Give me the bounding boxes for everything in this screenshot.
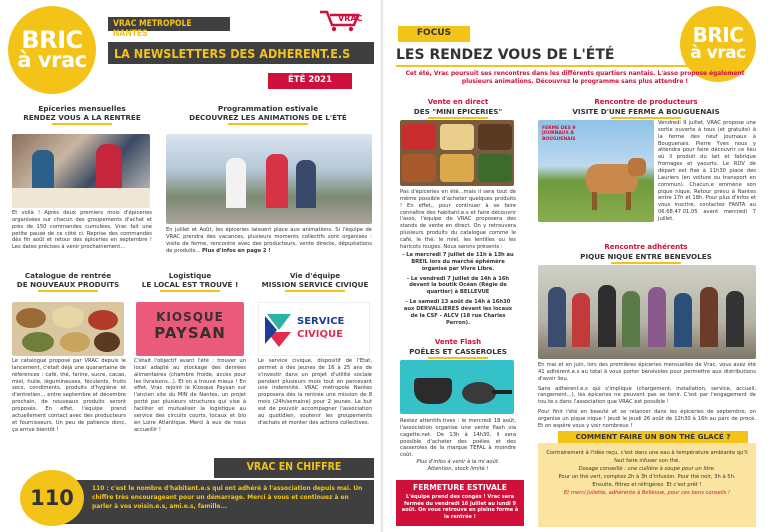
brand-banner [108,17,230,39]
vente-directe-items [400,252,516,327]
vie-equipe-title1: Vie d'équipe [289,271,341,280]
logistique-section [132,271,248,294]
vente-item: - Le mercredi 7 juillet de 11h à 13h au BREIL lors du marché éphémère organisé par Vivre Libre. [402,252,514,272]
chiffre-text: 110 : c'est le nombre d'habitant.e.s qui ont adhéré à l'association depuis mai. Un chiffre très encourageant pour un démarrage. Merci à vous et continuez à en parler à vos voisin.e.s, ami.e.s, famille... [92,486,363,510]
vente-directe-photo [400,120,514,186]
vente-flash-italic2: Attention, stock limité ! [427,466,489,473]
epiceries-title1: Epiceries mensuelles [38,104,126,113]
fermeture-title: FERMETURE ESTIVALE [413,483,507,492]
headline: LES RENDEZ VOUS DE L'ÉTÉ [396,47,615,63]
vente-flash-section [398,338,518,361]
brand-text: VRAC METROPOLE NANTES [113,19,192,39]
epiceries-text: Et voilà ! Après deux premiers mois d'épiceries organisées sur chacun des groupements d'achat et près de 150 commandes cumulées, Vrac fait une petite pause de ce côté ci. Reprise des commandes dès fin août et retour des épiceries en septembre ! Les dates précises à venir prochainement... [12,210,152,251]
focus-text: FOCUS [416,28,452,38]
divider [52,123,112,125]
the-glace-title: COMMENT FAIRE UN BON THÉ GLACÉ ? [575,432,731,441]
logo-line1: BRIC [21,25,83,54]
vente-directe-section [398,98,518,121]
vente-flash-text-block [400,418,516,473]
service-text: SERVICE [297,316,345,327]
fermeture-text: L'équipe prend des congés ! Vrac sera fermée du vendredi 16 juillet au lundi 9 août. On vous retrouve en pleine forme à la rentrée ! [401,494,519,520]
adherents-title1: Rencontre adhérents [604,243,688,251]
ferme-photo-label: FERME DES 9 JOURNAUX À BOUGUENAIS [542,126,576,142]
catalogue-title2: DE NOUVEAUX PRODUITS [16,280,120,289]
divider [38,290,98,292]
adherents-text-block [538,362,756,430]
paysan-text: PAYSAN [154,324,226,342]
focus-badge [398,26,470,42]
newsletter-title-banner [108,42,374,64]
headline-underline [396,65,746,67]
season-badge [268,73,352,89]
vie-equipe-title2: MISSION SERVICE CIVIQUE [261,280,369,289]
the-glace-text3: Pour un thé vert, comptez 2h à 3h d'infusion. Pour thé noir, 3h à 5h. [558,474,736,481]
epiceries-title2: RENDEZ VOUS A LA RENTRÉE [23,113,141,123]
epiceries-section [10,104,154,127]
adherents-section [534,243,758,266]
programmation-title2: DECOUVREZ LES ANIMATIONS DE L'ÉTÉ [189,113,347,123]
the-glace-text2: Dosage conseillé : une cuillère à soupe pour un litre. [578,466,716,473]
logistique-text: C'était l'objectif avant l'été : trouver un local adapté au stockage des denrées alimentaires (chambre froide, accès pour les livraisons...). Et on a trouvé mieux ! En effet, Vrac rejoint le Kiosque Paysan sur l'ancien site du MIN de Nantes, un projet porté par plusieurs structures qui vise à faciliter et mutualiser la logistique au service des circuits courts, locaux et bio en Loire Atlantique. Merci à eux de nous accueillir ! [134,358,246,433]
the-glace-text5: Et merci Juliette, adhérente à Bellevue, pour ces bons conseils ! [563,490,731,497]
divider [428,117,488,119]
programmation-text-bold: Plus d'infos en page 2 ! [201,247,271,254]
chiffre-title-banner [214,458,374,478]
logo-line2: à vrac [690,43,746,64]
programmation-text-block [166,227,372,254]
vente-flash-photo [400,360,514,414]
programmation-section [162,104,374,127]
cart-icon [318,7,366,33]
epiceries-photo [12,134,150,208]
vente-flash-text: Restez attentifs.tives : le mercredi 18 août, l'association organise une vente flash via cagette.net. De 13h à 14h30, il sera possible d'acheter des poêles et des casseroles de la marque TEFAL à moindre coût. [400,418,516,459]
kiosque-text: KIOSQUE [156,310,224,324]
the-glace-title-banner [558,431,748,443]
logistique-title1: Logistique [168,271,212,280]
chiffre-number: 110 [30,486,74,510]
service-civique-logo [258,302,370,356]
the-glace-text1: Contrairement à l'idée reçu, c'est dans une eau à température ambiante qu'il faut faire infuser son thé. [546,450,748,465]
catalogue-section [8,271,128,294]
adherents-title2: PIQUE NIQUE ENTRE BENEVOLES [580,251,712,261]
logistique-title2: LE LOCAL EST TROUVÉ ! [141,280,239,289]
ferme-text: Vendredi 9 juillet, VRAC propose une sortie ouverte à tous (et gratuite) à la ferme des neuf journaux à Bouguenais. Pierre Yves nous y attendra pour faire découvrir ce lieu où il produit du lait et fabrique fromages et yaourts. Le RDV de départ est fixé à 11h30 place des Lauriers (en voiture ou transport en commun). Chacun.e emmène son pique nique. Retour prévu à Nantes entre 17h et 18h. Pour plus d'infos et vous inscrire, contactez FANTA au 06.68.47.01.05 avant mercredi 7 juillet. [658,120,756,223]
catalogue-text: Le catalogue proposé par VRAC depuis le lancement, c'était déjà une quarantaine de références : café, thé, farine, sucre, cacao, miel, huile, légumineuses, féculents, fruits secs, condiments, produits d'hygiène et d'entretien... entre septembre et décembre prochain, de nouveaux produits seront proposés. En effet, l'équipe prend actuellement contact avec des producteurs et fournisseurs. Un peu de patience donc, ça arrive bientôt ! [12,358,126,433]
adherents-text3: Pour finir l'été en beauté et se relancer dans les épiceries de septembre, on organise un pique nique ! jeudi le jeudi 26 août de 12h30 à 16h au parc de procé. Et on espère vous y voir nombreux ! [538,409,756,429]
adherents-text1: En mai et en juin, lors des premières épiceries mensuelles de Vrac, vous avez été 41 adhérent.e.s au total à vous porter bénévoles pour permettre aux distributions d'avoir lieu. [538,362,756,382]
divider [160,290,220,292]
vente-directe-title1: Vente en direct [427,98,489,106]
divider [428,357,488,359]
vie-equipe-section [254,271,376,294]
kiosque-paysan-logo [136,302,244,356]
season-text: ÉTÉ 2021 [287,75,333,85]
divider [611,117,681,119]
vente-directe-title2: DES "MINI EPICERIES" [413,106,503,116]
civique-text: CIVIQUE [297,329,343,340]
the-glace-box [538,443,756,527]
vente-flash-italic1: Plus d'infos à venir à la mi août. [416,459,500,466]
vie-equipe-text: Le service civique, dispositif de l'Etat, permet à des jeunes de 16 à 25 ans de s'investir dans un projet d'utilité sociale pendant plusieurs mois tout en percevant une indemnité. VRAC métropole Nantes proposera dès la rentrée une mission de 8 mois (24h/semaine) pour 2 jeunes. Le but est de pouvoir accompagner l'association au quotidien, soutenir les groupements d'achats et monter des actions collectives. [258,358,372,426]
vente-flash-title1: Vente Flash [434,338,482,346]
chiffre-title: VRAC EN CHIFFRE [246,461,342,473]
ferme-title2: VISITE D'UNE FERME A BOUGUENAIS [572,106,720,116]
fermeture-box [396,480,524,526]
programmation-photo [166,134,372,224]
vente-directe-text: Pas d'épiceries en été...mais il sera tout de même possible d'acheter quelques produits ! En effet,, pour continuer à se faire connaître des habitant.e.s et faire découvrir l'asso, l'équipe de VRAC proposera des stands de vente en direct. On y retrouvera plusieurs produits du catalogue comme le café, le thé, le miel, les lentilles ou les haricots rouges. Nous serons présents : [400,189,516,250]
chiffre-circle [20,470,84,526]
divider [611,262,681,264]
adherents-text2: Sans adhérent.e.s qui s'implique (chargement, installation, service, accueil, rangement...), les épiceries ne peuvent pas se tenir. C'est par l'engagement de tou.te.s dans l'association que VRAC est possible ! [538,385,756,406]
logo-line2: à vrac [17,48,87,73]
divider [228,123,308,125]
vrac-logo [318,7,366,33]
intro-text: Cet été, Vrac poursuit ses rencontres dans les différents quartiers nantais. L'asso propose également plusieurs animations. Découvrez le programme sans plus attendre ! [405,71,745,86]
ferme-photo [538,120,654,222]
bric-a-vrac-logo [8,6,96,94]
vente-item: - Le samedi 13 août de 14h à 16h30 aux DERVALLIERES devant les locaux de la CSF - ALCV (18 rue Charles Perron). [403,299,513,326]
newsletter-title: LA NEWSLETTERS DES ADHERENT.E.S [114,46,351,61]
right-page [384,0,768,532]
the-glace-text4: Ensuite, filtrez et réfrigérez. Et c'est prêt ! [592,482,702,489]
programmation-text: En juillet et Août, les épiceries laissent place aux animations. Si l'équipe de VRAC prendra des vacances, plusieurs moments collectifs sont organisés : visite de ferme, rencontre avec des producteurs, vente directe, dépustations de produits... [166,227,372,254]
ferme-section [534,98,758,121]
programmation-title1: Programmation estivale [217,104,319,113]
service-civique-emblem-icon [265,312,293,348]
ferme-title1: Rencontre de producteurs [594,98,698,106]
vente-item: - Le vendredi 7 juillet de 14h à 16h devant la boutik Océan (Régie de quartier) à BELLEVUE [406,275,510,296]
catalogue-photo [12,302,124,356]
adherents-photo [538,265,756,359]
divider [285,290,345,292]
catalogue-title1: Catalogue de rentrée [24,271,112,280]
svg-text:VRAC: VRAC [338,14,363,23]
vente-flash-title2: POÊLES ET CASSEROLES [409,346,507,356]
logo-line1: BRIC [692,23,744,48]
